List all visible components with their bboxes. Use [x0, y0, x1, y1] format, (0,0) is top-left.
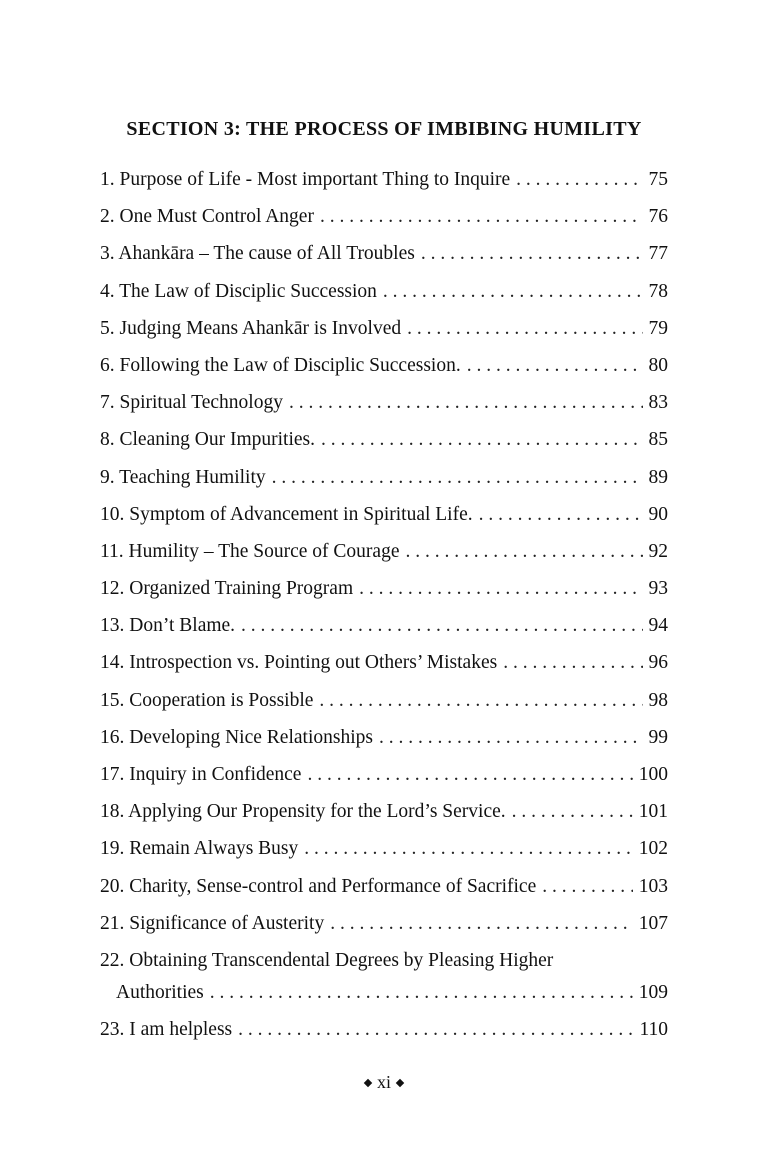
toc-entry: [100, 352, 668, 389]
toc-entry: [100, 687, 668, 724]
toc-entry: [100, 278, 668, 315]
toc-entry-page-number: 79: [648, 317, 668, 339]
toc-entry: [100, 166, 668, 203]
dot-leader: [320, 203, 643, 231]
dot-leader: [210, 979, 633, 1007]
toc-entry-page-number: 103: [638, 875, 668, 897]
toc-entry: [100, 873, 668, 910]
toc-entry: [100, 649, 668, 686]
page-footer: [0, 1072, 768, 1093]
toc-entry-title: 14. Introspection vs. Pointing out Others’ Mistakes: [100, 652, 498, 674]
toc-entry-title: 17. Inquiry in Confidence: [100, 764, 302, 785]
toc-entry: [100, 538, 668, 575]
toc-entry: [100, 203, 668, 240]
toc-entry-page-number: 107: [638, 912, 668, 934]
toc-entry-page-number: 77: [648, 243, 668, 265]
toc-entry-page-number: 76: [648, 206, 668, 228]
toc-entry-title: 21. Significance of Austerity: [100, 912, 325, 934]
toc-entry: [100, 947, 668, 1016]
table-of-contents: [100, 166, 668, 1053]
toc-entry-title: 11. Humility – The Source of Courage: [100, 540, 400, 562]
diamond-ornament-icon: [396, 1078, 404, 1086]
toc-entry-page-number: 83: [648, 392, 668, 414]
toc-entry-title: 6. Following the Law of Disciplic Succession.: [100, 354, 461, 376]
toc-entry-title: 16. Developing Nice Relationships: [100, 726, 373, 748]
toc-entry: [100, 575, 668, 612]
toc-entry-page-number: 109: [638, 981, 668, 1003]
toc-entry-title: 22. Obtaining Transcendental Degrees by Pleasing Higher: [100, 949, 554, 971]
toc-entry-page-number: 102: [638, 838, 668, 860]
toc-entry-title: 23. I am helpless: [100, 1018, 233, 1040]
toc-entry-title: 15. Cooperation is Possible: [100, 689, 314, 711]
dot-leader: [379, 724, 643, 752]
toc-entry-title: 4. The Law of Disciplic Succession: [100, 280, 377, 302]
toc-entry-page-number: 90: [648, 503, 668, 525]
toc-entry-title: 13. Don’t Blame.: [100, 615, 236, 637]
toc-entry-page-number: 78: [648, 280, 668, 302]
toc-entry-title-continued: Authorities: [116, 981, 204, 1003]
dot-leader: [289, 389, 643, 417]
toc-entry-title: 20. Charity, Sense-control and Performance of Sacrifice: [100, 875, 537, 897]
toc-entry-title: 19. Remain Always Busy: [100, 838, 299, 860]
dot-leader: [479, 501, 643, 529]
toc-entry-title: 18. Applying Our Propensity for the Lord’s Service.: [100, 801, 506, 823]
dot-leader: [272, 464, 643, 492]
toc-entry-page-number: 101: [638, 801, 668, 823]
toc-entry-page-number: 100: [638, 764, 668, 785]
toc-entry-page-number: 92: [648, 540, 668, 562]
toc-entry: [100, 1016, 668, 1053]
toc-entry-page-number: 110: [639, 1018, 668, 1040]
dot-leader: [542, 873, 633, 901]
toc-entry-page-number: 99: [648, 726, 668, 748]
dot-leader: [467, 352, 643, 380]
dot-leader: [512, 798, 633, 826]
section-heading: SECTION 3: THE PROCESS OF IMBIBING HUMILITY: [126, 118, 642, 140]
toc-entry: [100, 910, 668, 947]
diamond-ornament-icon: [364, 1078, 372, 1086]
toc-entry: [100, 724, 668, 761]
page-number-label: xi: [376, 1072, 391, 1092]
toc-entry-page-number: 96: [648, 652, 668, 674]
toc-entry-title: 3. Ahankāra – The cause of All Troubles: [100, 243, 415, 265]
toc-entry: [100, 761, 668, 798]
toc-entry-title: 10. Symptom of Advancement in Spiritual Life.: [100, 503, 473, 525]
toc-entry-page-number: 85: [648, 429, 668, 451]
toc-entry-page-number: 89: [648, 466, 668, 488]
toc-entry-page-number: 94: [648, 615, 668, 637]
dot-leader: [406, 538, 643, 566]
toc-entry: [100, 240, 668, 277]
dot-leader: [304, 835, 633, 863]
toc-entry: [100, 798, 668, 835]
toc-entry: [100, 501, 668, 538]
dot-leader: [319, 687, 642, 715]
toc-entry: [100, 464, 668, 501]
toc-entry: [100, 612, 668, 649]
dot-leader: [238, 1016, 633, 1044]
toc-entry: [100, 426, 668, 463]
dot-leader: [407, 315, 642, 343]
dot-leader: [241, 612, 642, 640]
toc-entry: [100, 315, 668, 352]
dot-leader: [503, 649, 642, 677]
toc-entry: [100, 835, 668, 872]
toc-entry-title: 12. Organized Training Program: [100, 578, 354, 600]
dot-leader: [516, 166, 642, 194]
dot-leader: [421, 240, 643, 268]
dot-leader: [383, 278, 643, 306]
dot-leader: [321, 426, 642, 454]
toc-entry-title: 1. Purpose of Life - Most important Thing to Inquire: [100, 169, 511, 190]
toc-entry-page-number: 93: [648, 578, 668, 600]
toc-entry-page-number: 75: [648, 169, 668, 190]
dot-leader: [330, 910, 633, 938]
toc-entry-title: 5. Judging Means Ahankār is Involved: [100, 317, 402, 339]
toc-entry-title: 7. Spiritual Technology: [100, 392, 283, 414]
toc-entry: [100, 389, 668, 426]
toc-entry-title: 2. One Must Control Anger: [100, 206, 314, 228]
toc-entry-page-number: 80: [648, 354, 668, 376]
toc-entry-title: 9. Teaching Humility: [100, 466, 266, 488]
toc-entry-title: 8. Cleaning Our Impurities.: [100, 429, 316, 451]
toc-entry-page-number: 98: [648, 689, 668, 711]
dot-leader: [359, 575, 642, 603]
dot-leader: [307, 761, 632, 789]
